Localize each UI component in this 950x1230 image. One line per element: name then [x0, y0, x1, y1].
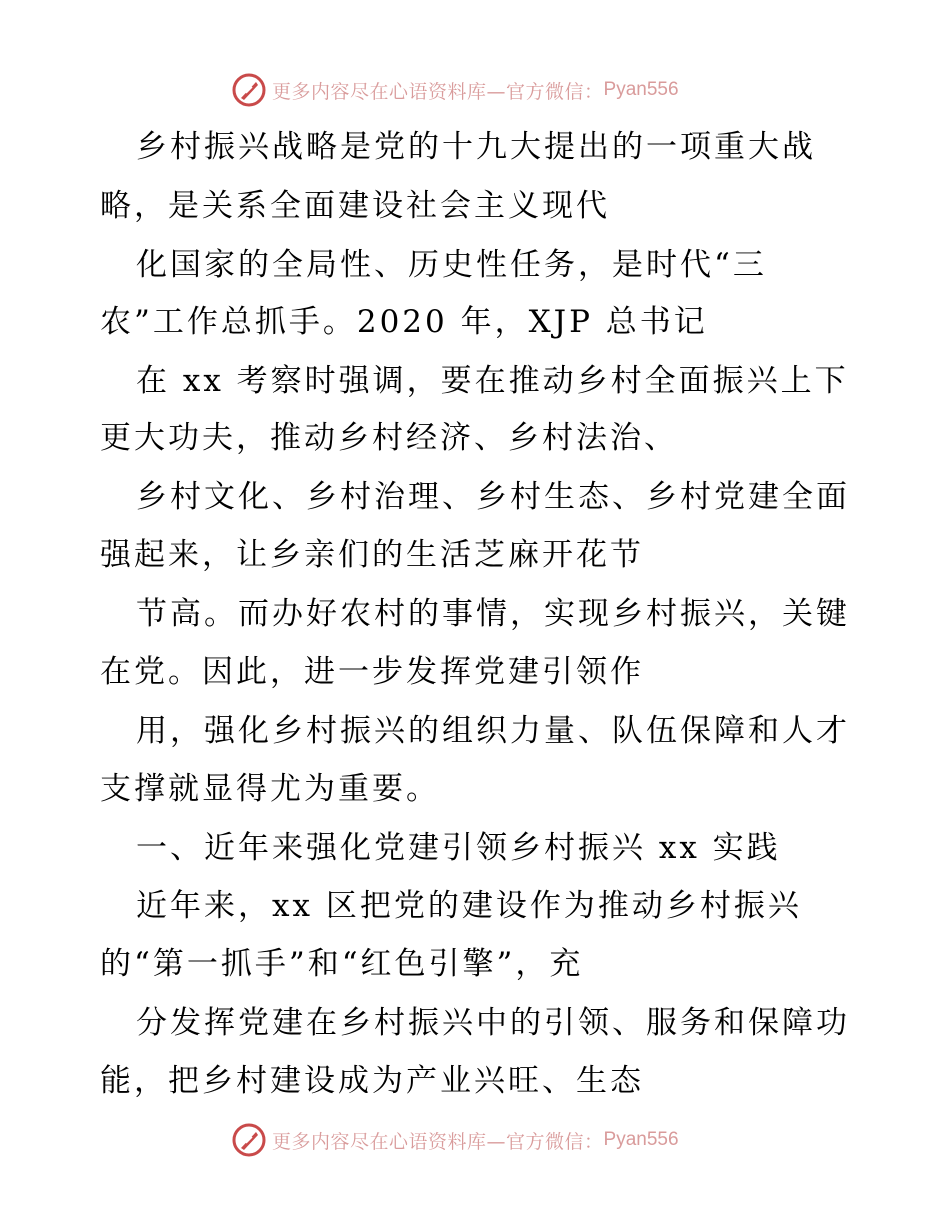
body-line: 近年来，xx 区把党的建设作为推动乡村振兴: [136, 888, 802, 924]
body-line: 的“第一抓手”和“红色引擎”，充: [100, 946, 584, 982]
body-line: 在党。因此，进一步发挥党建引领作: [100, 654, 644, 690]
body-line: 支撑就显得尤为重要。: [100, 771, 440, 807]
watermark-text: 更多内容尽在心语资料库—官方微信：: [272, 80, 604, 103]
feather-logo-icon: [232, 1123, 266, 1157]
body-line: 略，是关系全面建设社会主义现代: [100, 188, 610, 224]
feather-logo-icon: [232, 73, 266, 107]
body-line: 能，把乡村建设成为产业兴旺、生态: [100, 1063, 644, 1099]
header-watermark: [232, 72, 679, 108]
section-heading: 一、近年来强化党建引领乡村振兴 xx 实践: [136, 830, 781, 866]
watermark-id: Pyan556: [603, 1129, 679, 1150]
body-line: 乡村振兴战略是党的十九大提出的一项重大战: [136, 129, 816, 165]
body-line: 分发挥党建在乡村振兴中的引领、服务和保障功: [136, 1005, 850, 1041]
body-line: 强起来，让乡亲们的生活芝麻开花节: [100, 537, 644, 573]
watermark-id: Pyan556: [603, 79, 679, 100]
footer-watermark: [232, 1122, 679, 1158]
body-line: 乡村文化、乡村治理、乡村生态、乡村党建全面: [136, 479, 850, 515]
watermark-text: 更多内容尽在心语资料库—官方微信：: [272, 1130, 604, 1153]
body-line: 农”工作总抓手。2020 年，XJP 总书记: [100, 304, 708, 340]
body-line: 用，强化乡村振兴的组织力量、队伍保障和人才: [136, 713, 850, 749]
body-line: 更大功夫，推动乡村经济、乡村法治、: [100, 420, 678, 456]
body-line: 化国家的全局性、历史性任务，是时代“三: [136, 247, 767, 283]
body-line: 在 xx 考察时强调，要在推动乡村全面振兴上下: [136, 363, 849, 399]
body-line: 节高。而办好农村的事情，实现乡村振兴，关键: [136, 596, 850, 632]
